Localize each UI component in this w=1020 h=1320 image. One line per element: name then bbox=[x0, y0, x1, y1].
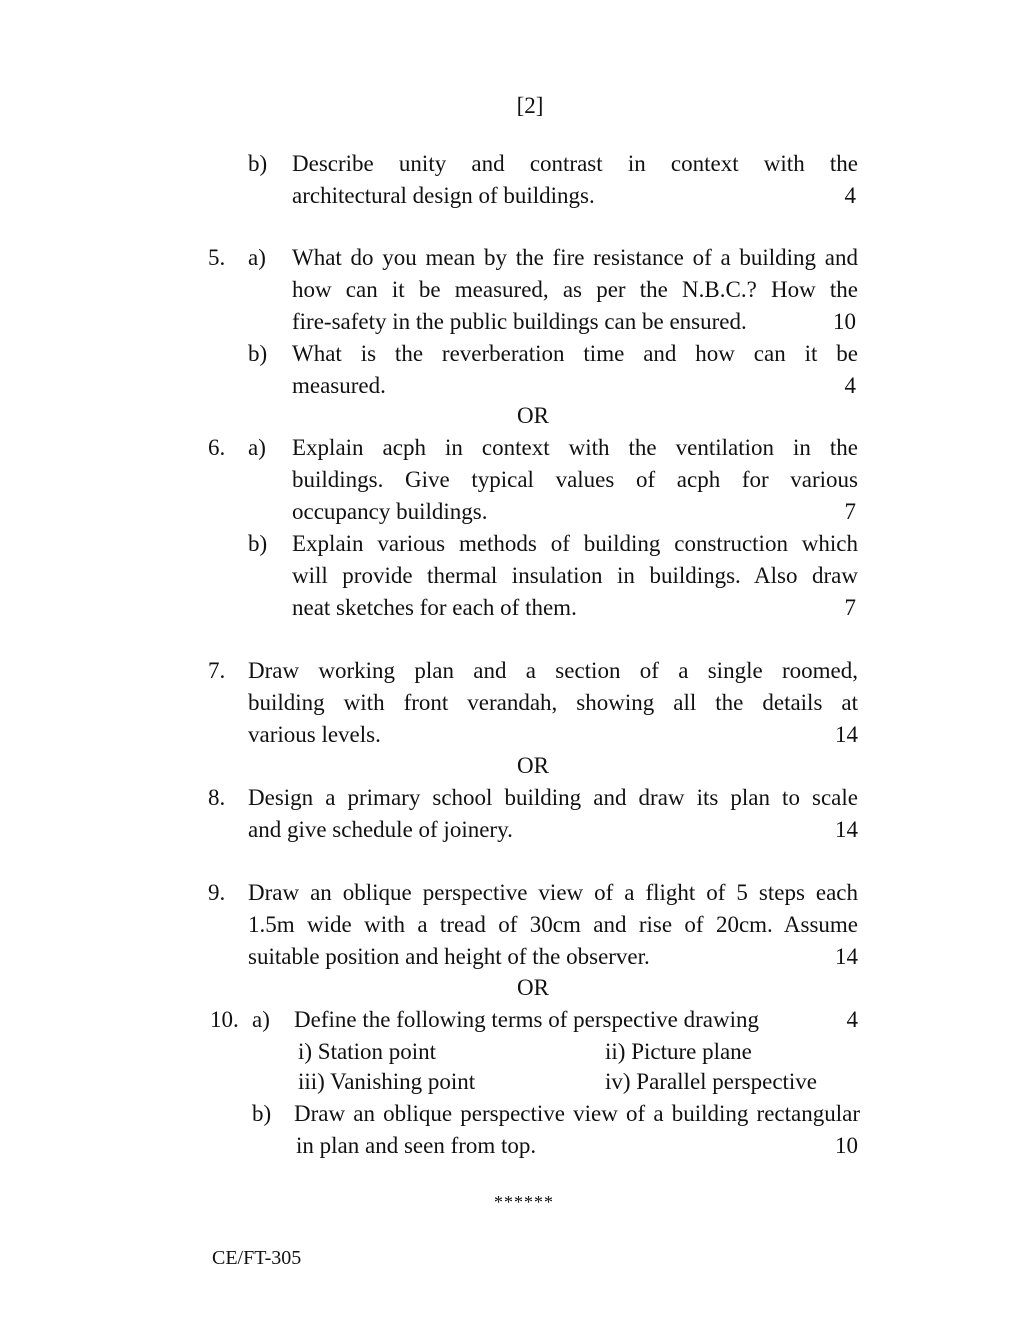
q8-marks: 14 bbox=[835, 817, 858, 842]
q4b-label: b) bbox=[248, 151, 268, 176]
q5a-line2: how can it be measured, as per the N.B.C.? How the bbox=[292, 277, 858, 302]
q10a-term-4: iv) Parallel perspective bbox=[605, 1069, 818, 1094]
q6b-line1: Explain various methods of building construction which bbox=[292, 531, 858, 556]
end-of-paper-mark: ****** bbox=[494, 1192, 554, 1212]
paper-code: CE/FT-305 bbox=[212, 1247, 302, 1269]
q10-number: 10. bbox=[210, 1007, 239, 1032]
q6b-marks: 7 bbox=[844, 595, 856, 620]
q9-marks: 14 bbox=[835, 944, 858, 969]
q10a-line1: Define the following terms of perspective drawing bbox=[294, 1007, 759, 1032]
q4b-line1: Describe unity and contrast in context with the bbox=[292, 151, 858, 176]
q6a-line2: buildings. Give typical values of acph for various bbox=[292, 467, 858, 492]
q5b-marks: 4 bbox=[844, 373, 856, 398]
q4b-marks: 4 bbox=[844, 183, 856, 208]
q5a-line3: fire-safety in the public buildings can be ensured. bbox=[292, 309, 747, 334]
q5b-label: b) bbox=[248, 341, 268, 366]
q10a-label: a) bbox=[252, 1007, 270, 1032]
q10b-marks: 10 bbox=[835, 1133, 858, 1158]
q8-line1: Design a primary school building and draw its plan to scale bbox=[248, 785, 858, 810]
q9-line1: Draw an oblique perspective view of a flight of 5 steps each bbox=[248, 880, 858, 905]
q7-line1: Draw working plan and a section of a single roomed, bbox=[248, 658, 858, 683]
q6a-marks: 7 bbox=[844, 499, 856, 524]
q6b-line3: neat sketches for each of them. bbox=[292, 595, 577, 620]
q5b-line1: What is the reverberation time and how can it be bbox=[292, 341, 858, 366]
q9-number: 9. bbox=[208, 880, 226, 905]
q5a-label: a) bbox=[248, 245, 266, 270]
q10b-line2: in plan and seen from top. bbox=[296, 1133, 537, 1158]
q5b-line2: measured. bbox=[292, 373, 386, 398]
q9-line2: 1.5m wide with a tread of 30cm and rise of 20cm. Assume bbox=[248, 912, 858, 937]
q6a-label: a) bbox=[248, 435, 266, 460]
q7-line3: various levels. bbox=[248, 722, 381, 747]
page-number: [2] bbox=[516, 93, 544, 118]
q6b-line2: will provide thermal insulation in buildings. Also draw bbox=[292, 563, 858, 588]
q8-line2: and give schedule of joinery. bbox=[248, 817, 513, 842]
or-divider-3: OR bbox=[517, 975, 549, 1000]
q10a-term-1: i) Station point bbox=[298, 1039, 436, 1064]
q6a-line3: occupancy buildings. bbox=[292, 499, 488, 524]
q7-number: 7. bbox=[208, 658, 226, 683]
q10b-line1: Draw an oblique perspective view of a building rectangular bbox=[294, 1101, 860, 1126]
q7-marks: 14 bbox=[835, 722, 858, 747]
q10a-term-2: ii) Picture plane bbox=[605, 1039, 752, 1064]
q8-number: 8. bbox=[208, 785, 226, 810]
or-divider-1: OR bbox=[517, 403, 549, 428]
q4b-line2: architectural design of buildings. bbox=[292, 183, 595, 208]
q7-line2: building with front verandah, showing all the details at bbox=[248, 690, 858, 715]
q5a-line1: What do you mean by the fire resistance of a building and bbox=[292, 245, 858, 270]
q9-line3: suitable position and height of the observer. bbox=[248, 944, 650, 969]
q5a-marks: 10 bbox=[833, 309, 856, 334]
q10a-marks: 4 bbox=[846, 1007, 858, 1032]
q6a-line1: Explain acph in context with the ventilation in the bbox=[292, 435, 858, 460]
or-divider-2: OR bbox=[517, 753, 549, 778]
q10a-term-3: iii) Vanishing point bbox=[298, 1069, 476, 1094]
q10b-label: b) bbox=[252, 1101, 272, 1126]
q5-number: 5. bbox=[208, 245, 226, 270]
q6-number: 6. bbox=[208, 435, 226, 460]
q6b-label: b) bbox=[248, 531, 268, 556]
